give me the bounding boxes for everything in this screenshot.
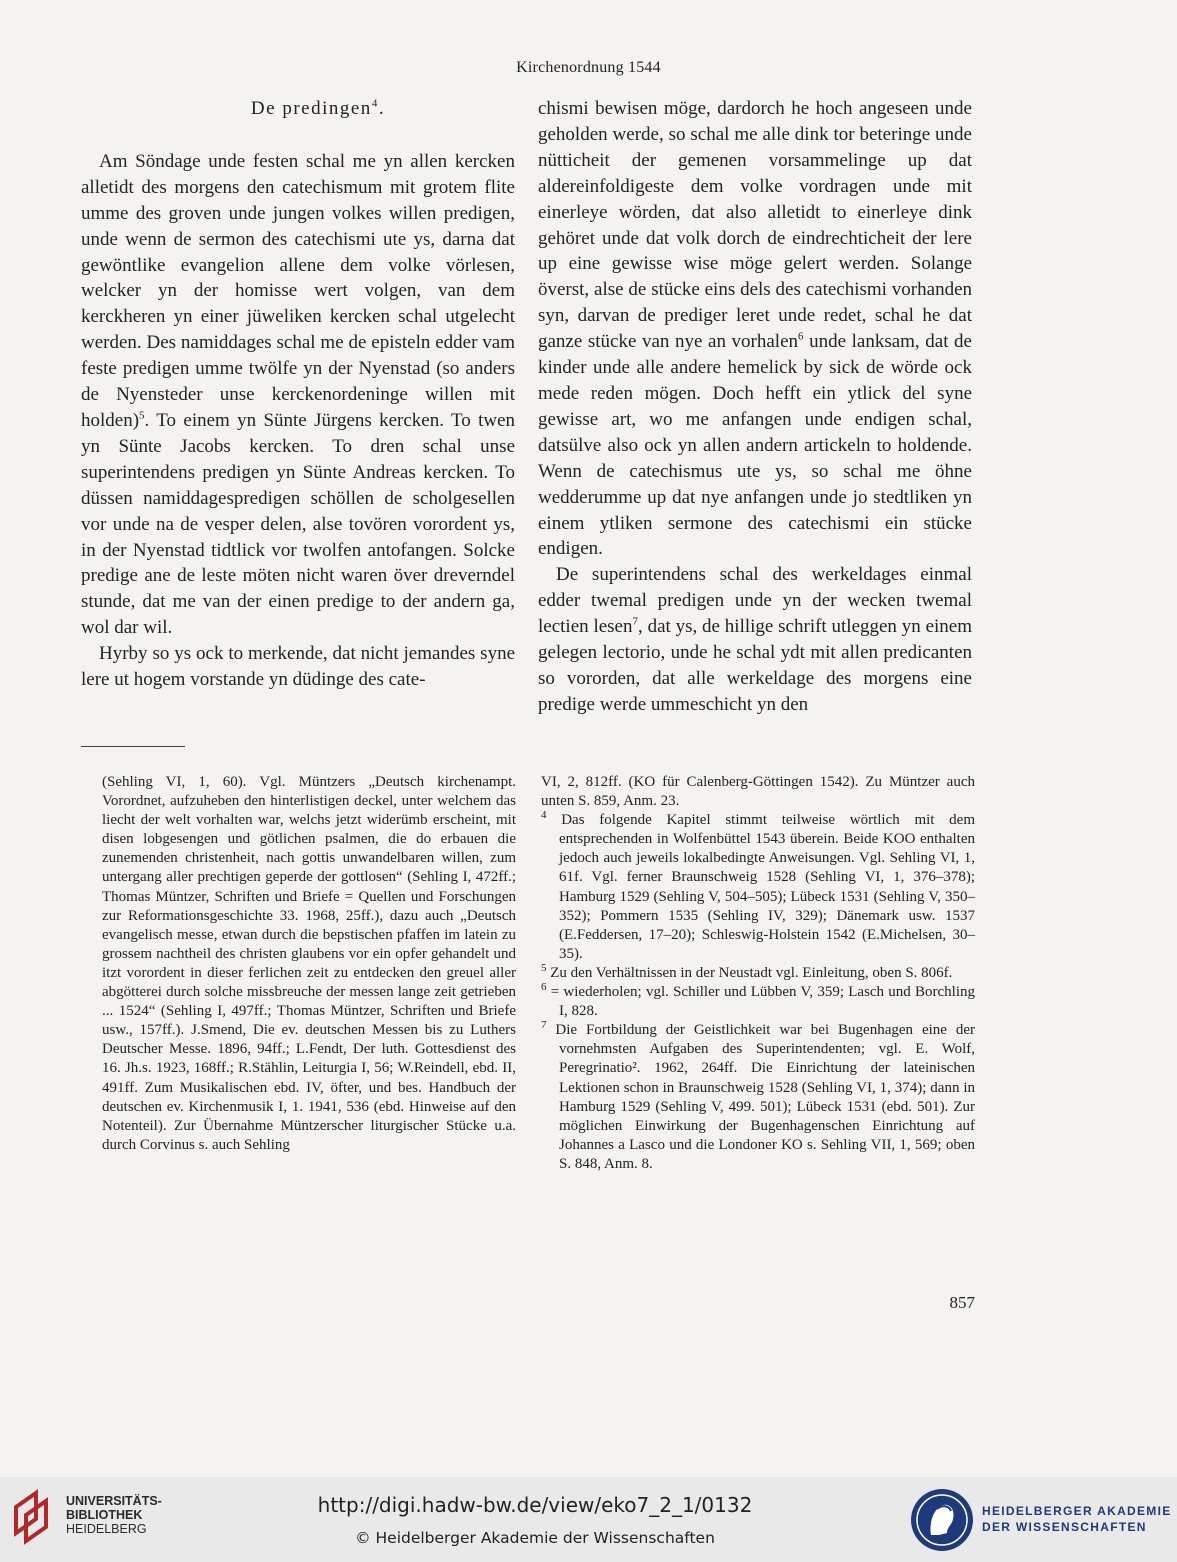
right-column: [538, 96, 972, 718]
paragraph-sunday-sermons: Am Söndage unde festen schal me yn allen kercken alletidt des morgens den catechismum mit grotem flite umme des groven unde jungen volkes willen predigen, unde wenn de sermon des catechismi ute ys, darna dat gewöntlike evangelion allene dem volke vörlesen, welcker yn der homisse wert volgen, van dem kerckheren yn einer jüweliken kercken schal utgelecht werden. Des namiddages schal me de episteln edder vam feste predigen umme twölfe yn der Nyenstad (so anders de Nyensteder unse kerckenordeninge willen mit holden)$^5$. To einem yn Sünte Jürgens kercken. To twen yn Sünte Jacobs kercken. To dren schal unse superintendens predigen yn Sünte Andreas kercken. To düssen namiddagespredigen schöllen de scholgesellen vor unde na de vesper delen, alse tovören vorordent ys, in der Nyenstad tidtlick vor twolfen antofangen. Solcke predige ane de leste möten nicht waren över dreverndel stunde, dat me van der einen predige to der andern ga, wol dar wil.: [81, 150, 515, 639]
left-column: [81, 96, 515, 693]
academy-name: HEIDELBERGER AKADEMIE DER WISSENSCHAFTEN: [982, 1504, 1172, 1534]
footnote-3-continuation-end: VI, 2, 812ff. (KO für Calenberg-Göttingen 1542). Zu Müntzer auch unten S. 859, Anm. 23.: [541, 774, 975, 810]
footnote-separator: [81, 746, 185, 747]
footnote-ref-6: 6: [798, 330, 804, 343]
copyright-notice: © Heidelberger Akademie der Wissenschaften: [355, 1529, 715, 1547]
footnote-5: $^5$ Zu den Verhältnissen in der Neustadt vgl. Einleitung, oben S. 806f.: [541, 961, 953, 981]
permalink-url[interactable]: http://digi.hadw-bw.de/view/eko7_2_1/0132: [317, 1493, 753, 1517]
paragraph-superintendent: De superintendens schal des werkeldages einmal edder twemal predigen unde yn der wecken twemal lectien lesen$^7$, dat ys, de hillige schrift utleggen yn einem gelegen lectorio, unde he schal ydt mit allen predicanten so vororden, dat alle werkeldage des morgens eine predige werde ummeschicht yn den: [538, 564, 972, 715]
footnote-7: $^7$ Die Fortbildung der Geistlichkeit war bei Bugenhagen eine der vornehmsten Aufgaben des Superintendenten; vgl. E. Wolf, Peregrinatio². 1962, 264ff. Die Einrichtung der lateinischen Lektionen schon in Braunschweig 1528 (Sehling VI, 1, 374); dann in Hamburg 1529 (Sehling V, 499. 501); Lübeck 1531 (ebd. 501). Zur möglichen Einwirkung der Bugenhagenschen Einrichtung auf Johannes a Lasco und die Londoner KO s. Sehling VII, 1, 569; oben S. 848, Anm. 8.: [541, 1019, 975, 1172]
library-name: UNIVERSITÄTS- BIBLIOTHEK HEIDELBERG: [66, 1494, 162, 1536]
footnote-6: $^6$ = wiederholen; vgl. Schiller und Lübben V, 359; Lasch und Borchling I, 828.: [541, 981, 976, 1020]
section-heading: De predingen$^4$.: [250, 97, 386, 119]
academy-seal-logo[interactable]: [909, 1487, 975, 1558]
footnote-ref-5: 5: [139, 409, 145, 422]
footnote-ref-7: 7: [632, 615, 638, 628]
footnote-ref-4: 4: [371, 97, 379, 110]
footnote-left-column: [102, 773, 516, 1155]
paragraph-catechism: chismi bewisen möge, dardorch he hoch angeseen unde geholden werde, so schal me alle dink tor beteringe unde nütticheit der gemenen vorsammelinge up dat aldereinfoldigeste dem volke vordragen unde mit einerleye wörden, dat also alletidt to einerleye dink gehöret unde dat volk dorch de eindrechticheit der lere up eine gewisse wise möge gelert werden. Solange överst, alse de stücke eins dels des catechismi vorhanden syn, darvan de prediger leret unde redet, schal he dat ganze stücke van nye an vorhalen$^6$ unde lanksam, dat de kinder unde alle andere hemelick by sick de wörde ock mede reden mögen. Doch hefft ein ytlick del syne gewisse art, wo me anfangen unde endigen schal, datsülve also ock yn allen andern artickeln to holdende. Wenn de catechismus ute ys, so schal me öhne wedderumme up dat nye anfangen unde jo stedtliken yn einem ytliken sermone des catechismi ein stücke endigen.: [538, 98, 972, 560]
footnote-4: $^4$ Das folgende Kapitel stimmt teilweise wörtlich mit dem entsprechenden in Wolfenbüttel 1543 überein. Beide KOO enthalten jedoch auch jeweils lokalbedingte Anweisungen. Vgl. Sehling VI, 1, 61f. Vgl. ferner Braunschweig 1528 (Sehling VI, 1, 376–378); Hamburg 1529 (Sehling V, 504–505); Lübeck 1531 (Sehling V, 350–352); Pommern 1535 (Sehling IV, 329); Dänemark usw. 1537 (E.Feddersen, 17–20); Schleswig-Holstein 1542 (E.Michelsen, 30–35).: [541, 809, 975, 962]
university-library-logo[interactable]: [12, 1489, 56, 1552]
paragraph-teaching: Hyrby so ys ock to merkende, dat nicht jemandes syne lere ut hogem vorstande yn düdinge des cate-: [81, 643, 515, 691]
page-number: 857: [949, 1293, 975, 1312]
footnote-3-continuation: (Sehling VI, 1, 60). Vgl. Müntzers „Deutsch kirchenampt. Vorordnet, aufzuheben den hinterlistigen deckel, unter welchem das liecht der welt vorhalten war, welchs jetzt widerümb erscheint, mit disen lobgesengen und götlichen psalmen, die do erbauen die zunemenden christenheit, nach gottis unwandelbaren willen, zum untergang aller prechtigen geperde der gottlosen“ (Sehling I, 472ff.; Thomas Müntzer, Schriften und Briefe = Quellen und Forschungen zur Reformationsgeschichte 33. 1968, 25ff.), dazu auch „Deutsch evangelisch messe, etwan durch die bepstischen pfaffen im latein zu grossem nachtheil des christen glaubens vor ein opfer gehandelt und itzt vorordent in dieser ferlichen zeit zu entdecken den greuel aller abgötterei durch solche missbreuche der messen lange zeit getrieben ... 1524“ (Sehling I, 497ff.; Thomas Müntzer, Schriften und Briefe usw., 157ff.). J.Smend, Die ev. deutschen Messen bis zu Luthers Deutscher Messe. 1896, 94ff.; L.Fendt, Der luth. Gottesdienst des 16. Jh.s. 1923, 168ff.; R.Stählin, Leiturgia I, 56; W.Reindell, ebd. II, 491ff. Zum Musikalischen ebd. IV, öfter, und bes. Handbuch der deutschen ev. Kirchenmusik I, 1. 1941, 536 (ebd. Hinweise auf den Notenteil). Zur Übernahme Müntzerscher liturgischer Stücke u.a. durch Corvinus s. auch Sehling: [102, 774, 516, 1153]
library-logo-icon: [12, 1489, 56, 1547]
academy-seal-icon: [909, 1487, 975, 1553]
running-title: Kirchenordnung 1544: [516, 59, 661, 76]
viewer-footer: [0, 1477, 1177, 1562]
footnote-right-column: [541, 773, 975, 1174]
